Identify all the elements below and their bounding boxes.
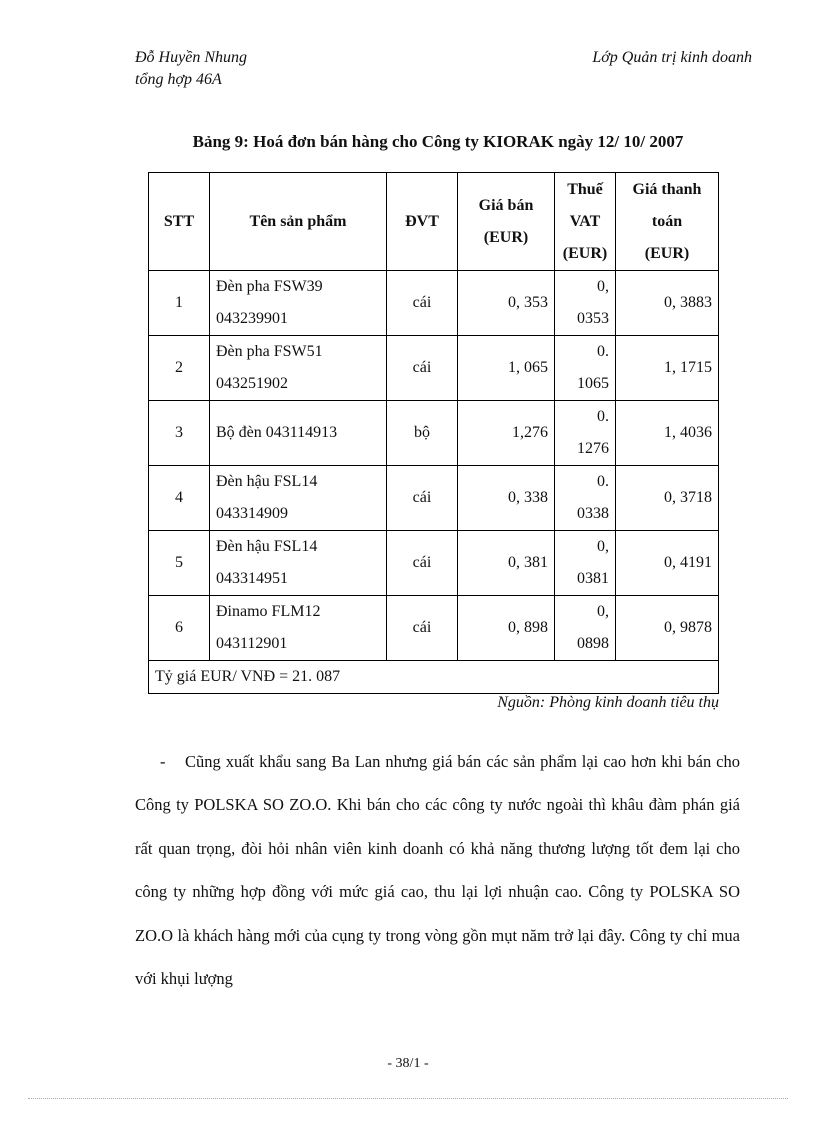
col-header-vat: [555, 173, 616, 271]
cell-stt-line1: 1: [175, 294, 183, 311]
cell-unit: [387, 466, 458, 531]
cell-price: [458, 336, 555, 401]
table-row: [149, 531, 719, 596]
cell-vat: [555, 336, 616, 401]
author-class: tổng hợp 46A: [135, 71, 222, 88]
cell-total: [616, 401, 719, 466]
cell-unit-line1: cái: [412, 619, 432, 636]
cell-vat-line2: 0353: [577, 310, 609, 327]
cell-product-name: [210, 596, 387, 661]
cell-price: [458, 596, 555, 661]
table-caption: Bảng 9: Hoá đơn bán hàng cho Công ty KIORAK ngày 12/ 10/ 2007: [192, 132, 684, 151]
cell-stt-line1: 6: [175, 619, 183, 636]
cell-product-name: [210, 531, 387, 596]
table-row: [149, 336, 719, 401]
table-header-row: [149, 173, 719, 271]
author-name: Đỗ Huyền Nhung: [135, 49, 247, 66]
cell-price-line1: 0, 898: [508, 619, 548, 636]
cell-total: [616, 336, 719, 401]
cell-price-line1: 1, 065: [508, 359, 548, 376]
cell-unit-line1: cái: [412, 359, 432, 376]
cell-vat-line1: 0,: [597, 278, 609, 295]
col-header-stt: STT: [149, 173, 210, 271]
cell-price-line1: 1,276: [512, 424, 548, 441]
cell-vat-line2: 0381: [577, 570, 609, 587]
cell-product-name-line2: 043314951: [216, 570, 288, 587]
cell-total-line1: 1, 1715: [664, 359, 712, 376]
cell-product-name-line1: Đèn hậu FSL14: [216, 538, 318, 555]
cell-total-line1: 0, 3718: [664, 489, 712, 506]
col-header-total-line3: (EUR): [644, 244, 690, 262]
col-header-vat-line3: (EUR): [562, 244, 608, 262]
col-header-name: Tên sản phẩm: [210, 173, 387, 271]
cell-unit: [387, 271, 458, 336]
invoice-table-body: [149, 271, 719, 661]
body-paragraph: [135, 740, 740, 1000]
page-header-author: [135, 47, 247, 91]
cell-price: [458, 531, 555, 596]
cell-product-name-line1: Đèn hậu FSL14: [216, 473, 318, 490]
exchange-rate: Tỷ giá EUR/ VNĐ = 21. 087: [149, 661, 719, 694]
cell-vat-line1: 0.: [597, 473, 609, 490]
cell-product-name-line1: Đèn pha FSW51: [216, 343, 323, 360]
cell-stt-line1: 5: [175, 554, 183, 571]
cell-product-name-line2: 043251902: [216, 375, 288, 392]
cell-vat: [555, 596, 616, 661]
cell-product-name-line1: Bộ đèn 043114913: [216, 424, 338, 441]
cell-vat-line1: 0.: [597, 343, 609, 360]
cell-stt-line1: 4: [175, 489, 183, 506]
col-header-price: [458, 173, 555, 271]
cell-price-line1: 0, 338: [508, 489, 548, 506]
cell-unit: [387, 596, 458, 661]
exchange-rate-row: [149, 661, 719, 694]
cell-product-name: [210, 401, 387, 466]
cell-total: [616, 271, 719, 336]
cell-vat-line2: 1065: [577, 375, 609, 392]
page-header-class: Lớp Quản trị kinh doanh: [592, 49, 752, 66]
cell-vat: [555, 466, 616, 531]
cell-product-name-line2: 043112901: [216, 635, 288, 652]
cell-stt: [149, 531, 210, 596]
col-header-vat-line1: Thuế: [567, 180, 603, 198]
cell-product-name-line2: 043314909: [216, 505, 288, 522]
cell-stt: [149, 271, 210, 336]
table-row: [149, 401, 719, 466]
table-row: [149, 596, 719, 661]
cell-product-name-line1: Đèn pha FSW39: [216, 278, 323, 295]
cell-product-name-line2: 043239901: [216, 310, 288, 327]
cell-vat-line1: 0,: [597, 538, 609, 555]
cell-total-line1: 0, 4191: [664, 554, 712, 571]
col-header-vat-line2: VAT: [569, 212, 601, 230]
invoice-table: [148, 172, 719, 694]
col-header-total-line1: Giá thanh: [632, 180, 702, 198]
cell-vat-line1: 0.: [597, 408, 609, 425]
cell-vat-line2: 0898: [577, 635, 609, 652]
cell-total: [616, 596, 719, 661]
cell-price: [458, 466, 555, 531]
col-header-price-line2: (EUR): [483, 228, 529, 246]
col-header-total: [616, 173, 719, 271]
col-header-unit: ĐVT: [387, 173, 458, 271]
cell-product-name: [210, 466, 387, 531]
cell-price: [458, 401, 555, 466]
cell-unit: [387, 531, 458, 596]
cell-unit-line1: bộ: [414, 424, 430, 441]
col-header-total-line2: toán: [651, 212, 683, 230]
cell-price-line1: 0, 353: [508, 294, 548, 311]
cell-stt: [149, 336, 210, 401]
cell-stt: [149, 466, 210, 531]
cell-price: [458, 271, 555, 336]
table-source-note: Nguồn: Phòng kinh doanh tiêu thụ: [497, 694, 719, 711]
paragraph-text: Cũng xuất khẩu sang Ba Lan nhưng giá bán các sản phẩm lại cao hơn khi bán cho Công ty POLSKA SO ZO.O. Khi bán cho các công ty nước ngoài thì khâu đàm phán giá rất quan trọng, đòi hỏi nhân viên kinh doanh có khả năng thương lượng tốt đem lại cho công ty những hợp đồng với mức giá cao, thu lại lợi nhuận cao. Công ty POLSKA SO ZO.O là khách hàng mới của cụng ty trong vòng gồn mụt năm trở lại đây. Công ty chỉ mua với khụi lượng: [135, 752, 740, 989]
cell-stt: [149, 401, 210, 466]
cell-stt-line1: 2: [175, 359, 183, 376]
page-number: - 38/1 -: [387, 1056, 429, 1071]
cell-total-line1: 1, 4036: [664, 424, 712, 441]
cell-total-line1: 0, 3883: [664, 294, 712, 311]
cell-unit-line1: cái: [412, 489, 432, 506]
cell-total: [616, 531, 719, 596]
page-bottom-divider: [28, 1098, 788, 1099]
cell-vat: [555, 531, 616, 596]
cell-total: [616, 466, 719, 531]
cell-stt: [149, 596, 210, 661]
cell-product-name: [210, 336, 387, 401]
table-row: [149, 466, 719, 531]
table-row: [149, 271, 719, 336]
cell-vat-line1: 0,: [597, 603, 609, 620]
cell-vat-line2: 1276: [577, 440, 609, 457]
cell-vat: [555, 401, 616, 466]
cell-total-line1: 0, 9878: [664, 619, 712, 636]
cell-unit-line1: cái: [412, 294, 432, 311]
col-header-price-line1: Giá bán: [478, 196, 534, 214]
cell-product-name: [210, 271, 387, 336]
cell-product-name-line1: Đinamo FLM12: [216, 603, 321, 620]
cell-unit-line1: cái: [412, 554, 432, 571]
list-dash: -: [160, 752, 166, 771]
cell-vat-line2: 0338: [577, 505, 609, 522]
cell-unit: [387, 401, 458, 466]
cell-price-line1: 0, 381: [508, 554, 548, 571]
cell-stt-line1: 3: [175, 424, 183, 441]
cell-vat: [555, 271, 616, 336]
cell-unit: [387, 336, 458, 401]
